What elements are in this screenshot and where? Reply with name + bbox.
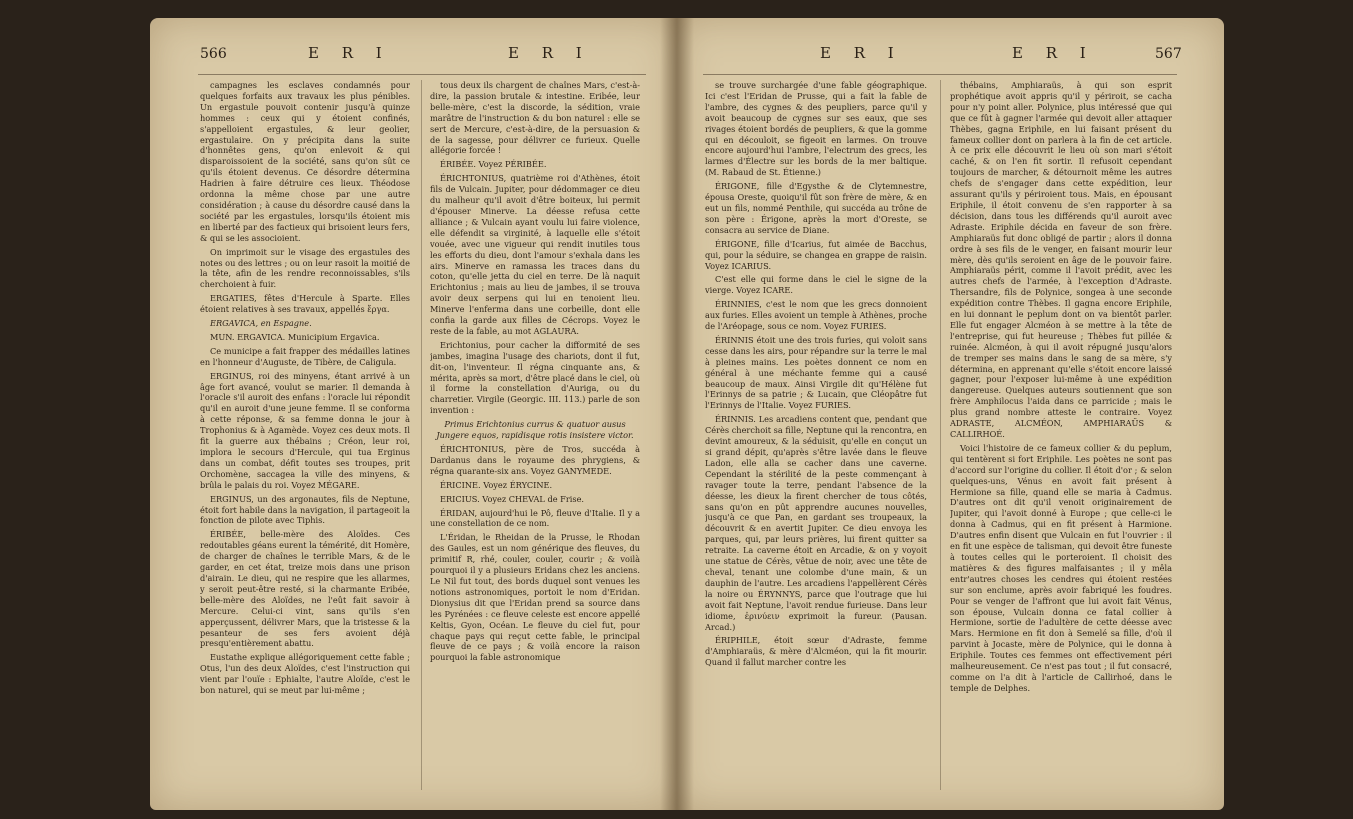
left-header-rule — [198, 74, 646, 75]
right-running-head-1: E R I — [820, 44, 903, 62]
paragraph: Eustathe explique allégoriquement cette fable ; Otus, l'un des deux Aloïdes, c'est l'instruction qui vient par l'ouïe : Ephialte, l'autre Aloïde, c'est le bon naturel, qui se meut par lui-même ; — [200, 652, 410, 696]
left-page-column-2 — [430, 80, 640, 795]
right-page-column-2 — [950, 80, 1172, 795]
right-column-rule — [940, 80, 941, 790]
paragraph: ÉRIBÉE, belle-mère des Aloïdes. Ces redoutables géans eurent la témérité, dit Homère, de charger de chaînes le terrible Mars, & de le garder, en cet état, treize mois dans une prison d'airain. Le dieu, qui ne respire que les allarmes, y seroit peut-être resté, si la charmante Eribée, belle-mère des Aloïdes, ne l'eût fait savoir à Mercure. Celui-ci vint, sans qu'ils s'en apperçussent, délivrer Mars, que la tristesse & la pesanteur de ses fers avoient déjà presqu'entièrement abattu. — [200, 529, 410, 649]
book-gutter — [660, 18, 694, 810]
paragraph: On imprimoit sur le visage des ergastules des notes ou des lettres ; ou on leur rasoit la moitié de la tête, afin de les rendre reconnoissables, s'ils cherchoient à fuir. — [200, 246, 410, 290]
paragraph: ÉRINNIS. Les arcadiens content que, pendant que Cérès cherchoit sa fille, Neptune qui la rencontra, en devint amoureux, & la séduisit, qu'elle en conçut un si grand dépit, qu'après s'être lavée dans le fleuve Ladon, elle alla se cacher dans une caverne. Cependant la stérilité de la peste commençant à ravager toute la terre, pendant l'absence de la déesse, les dieux la firent chercher de tous côtés, sans qu'on en pût apprendre aucunes nouvelles, jusqu'à ce que Pan, en gardant ses troupeaux, la découvrit & en avertit Jupiter. Ce dieu envoya les parques, qui, par leurs prières, lui firent quitter sa retraite. La caverne étoit en Arcadie, & on y voyoit une statue de Cérès, vêtue de noir, avec une tête de cheval, tenant une colombe d'une main, & un dauphin de l'autre. Les arcadiens l'appellèrent Cérès la noire ou ÉRYNNYS, parce que l'outrage que lui avoit fait Neptune, l'avoit rendue furieuse. Dans leur idiome, ἐρινύειν exprimoit la fureur. (Pausan. Arcad.) — [705, 414, 927, 632]
paragraph: ÉRINNIES, c'est le nom que les grecs donnoient aux furies. Elles avoient un temple à Athènes, proche de l'Aréopage, sous ce nom. Voyez FURIES. — [705, 299, 927, 332]
paragraph: ÉRINNIS étoit une des trois furies, qui voloit sans cesse dans les airs, pour répandre sur la terre le mal à pleines mains. Les poètes donnent ce nom en général à une méchante femme qui a causé beaucoup de maux. Ainsi Virgile dit qu'Hélène fut l'Erinnys de sa patrie ; & Lucain, que Cléopâtre fut l'Erinnys de l'Italie. Voyez FURIES. — [705, 334, 927, 411]
paragraph: tous deux ils chargent de chaînes Mars, c'est-à-dire, la passion brutale & intestine. Eribée, leur belle-mère, c'est la discorde, la sédition, vraie marâtre de l'instruction & du bon naturel : elle se sert de Mercure, c'est-à-dire, de la persuasion & de la sagesse, pour délivrer ce furieux. Quelle allégorie forcée ! — [430, 80, 640, 156]
paragraph: thébains, Amphiaraüs, à qui son esprit prophétique avoit appris qu'il y périroit, se cacha pour n'y point aller. Polynice, plus intéressé que qui que ce fût à gagner l'armée qui devoit aller attaquer Thèbes, gagna Eriphile, en lui faisant présent du fameux collier dont on parlera à la fin de cet article. À ce prix elle découvrit le lieu où son mari s'étoit caché, & on l'en fit sortir. Il refusoit cependant toujours de marcher, & détournoit même les autres chefs de s'engager dans cette expédition, leur assurant qu'ils y périroient tous. Mais, en épousant Eriphile, il étoit convenu de s'en rapporter à sa décision, dans tous les différends qu'il auroit avec Adraste. Eriphile décida en faveur de son frère. Amphiaraüs fut donc obligé de partir ; alors il donna ordre à ses fils de le venger, en faisant mourir leur mère, dès qu'ils seroient en âge de le pouvoir faire. Amphiaraüs périt, comme il l'avoit prédit, avec les autres chefs de l'armée, à l'exception d'Adraste. Thersandre, fils de Polynice, songea à une seconde expédition contre Thèbes. Il gagna encore Eriphile, en lui donnant le peplum dont on va bientôt parler. Elle fut engager Alcméon à se mettre à la tête de l'entreprise, qui fut heureuse ; Thèbes fut pillée & ruinée. Alcméon, à qui il avoit répugné jusqu'alors de tremper ses mains dans le sang de sa mère, s'y détermina, en apprenant qu'elle s'étoit encore laissé gagner, pour l'exposer lui-même à une expédition dangereuse. Quelques auteurs soutiennent que son frère Amphilocus l'aida dans ce parricide ; mais le plus grand nombre atteste le contraire. Voyez ADRASTE, ALCMÉON, AMPHIARAÜS & CALLIRHOÉ. — [950, 80, 1172, 439]
left-running-head-2: E R I — [508, 44, 591, 62]
left-column-rule — [421, 80, 422, 790]
paragraph: ERGAVICA, en Espagne. — [210, 318, 312, 329]
paragraph: se trouve surchargée d'une fable géographique. Ici c'est l'Eridan de Prusse, qui a fait la fable de l'ambre, des cygnes & des peupliers, parce qu'il y avoit beaucoup de cygnes sur ses eaux, que ses rivages étoient bordés de peupliers, & que la gomme qui en découloit, se figeoit en larmes. On trouve encore aujourd'hui l'ambre, l'electrum des grecs, les larmes d'Électre sur les bords de la mer baltique. (M. Rabaud de St. Étienne.) — [705, 80, 927, 178]
verse: Primus Erichtonius currus & quatuor ausus Jungere equos, rapidisque rotis insistere victor. — [436, 419, 634, 441]
paragraph: Voici l'histoire de ce fameux collier & du peplum, qui tentèrent si fort Eriphile. Les poètes ne sont pas d'accord sur l'origine du collier. Il étoit d'or ; & selon quelques-uns, Vénus en avoit fait présent à Hermione sa fille, quand elle se maria à Cadmus. D'autres ont dit qu'il venoit originairement de Jupiter, qui l'avoit donné à Europe ; que celle-ci le donna à Cadmus, qui en fit présent à Harmione. D'autres enfin disent que Vulcain en fut l'ouvrier : il en fit une espèce de talisman, qui devoit être funeste à toutes celles qui le porteroient. Il choisit des matières & des figures malfaisantes ; il y mêla entr'autres choses les cendres qui étoient restées sur son enclume, après avoir fabriqué les foudres. Pour se venger de l'affront que lui avoit fait Vénus, son épouse, Vulcain donna ce fatal collier à Hermione, sortie de l'adultère de cette déesse avec Mars. Hermione en fit don à Semelé sa fille, d'où il parvint à Jocaste, mère de Polynice, qui le donna à Eriphile. Toutes ces femmes ont effectivement péri malheureusement. Ce n'est pas tout ; il fut consacré, comme on l'a dit à l'article de Callirhoé, dans le temple de Delphes. — [950, 442, 1172, 693]
right-running-head-2: E R I — [1012, 44, 1095, 62]
right-page-column-1 — [705, 80, 927, 795]
paragraph: MUN. ERGAVICA. Municipium Ergavica. — [210, 331, 380, 342]
paragraph: ERGINUS, roi des minyens, étant arrivé à un âge fort avancé, voulut se marier. Il demanda à l'oracle s'il auroit des enfans : l'oracle lui répondit qu'il en auroit d'une jeune femme. Il se conforma à cette réponse, & sa femme donna le jour à Trophonius & à Agamède. Voyez ces deux mots. Il fit la guerre aux thébains ; Créon, leur roi, implora le secours d'Hercule, qui tua Erginus dans un combat, défit toutes ses troupes, prit Orchomène, saccagea la ville des minyens, & brûla le palais du roi. Voyez MÉGARE. — [200, 370, 410, 490]
paragraph: ERICIUS. Voyez CHEVAL de Frise. — [440, 493, 585, 504]
paragraph: ERGATIES, fêtes d'Hercule à Sparte. Elles étoient relatives à ses travaux, appellés ἔργα. — [200, 293, 410, 315]
paragraph: Ce municipe a fait frapper des médailles latines en l'honneur d'Auguste, de Tibère, de Caligula. — [200, 345, 410, 367]
paragraph: ÉRIGONE, fille d'Icarius, fut aimée de Bacchus, qui, pour la séduire, se changea en grappe de raisin. Voyez ICARIUS. — [705, 238, 927, 271]
left-page-column-1 — [200, 80, 410, 795]
paragraph: ÉRIGONE, fille d'Egysthe & de Clytemnestre, épousa Oreste, quoiqu'il fût son frère de mère, & en eut un fils, nommé Penthile, qui succéda au trône de son père : Érigone, après la mort d'Oreste, se consacra au service de Diane. — [705, 181, 927, 235]
paragraph: ÉRICINE. Voyez ÉRYCINE. — [440, 479, 553, 490]
paragraph: ÉRIDAN, aujourd'hui le Pô, fleuve d'Italie. Il y a une constellation de ce nom. — [430, 507, 640, 529]
paragraph: ERGINUS, un des argonautes, fils de Neptune, étoit fort habile dans la navigation, il partageoit la fonction de pilote avec Tiphis. — [200, 493, 410, 526]
paragraph: ÉRICHTONIUS, père de Tros, succéda à Dardanus dans le royaume des phrygiens, & régna quarante-six ans. Voyez GANYMEDE. — [430, 444, 640, 476]
paragraph: C'est elle qui forme dans le ciel le signe de la vierge. Voyez ICARE. — [705, 274, 927, 296]
paragraph: ÉRIPHILE, étoit sœur d'Adraste, femme d'Amphiaraüs, & mère d'Alcméon, qui la fit mourir. Quand il fallut marcher contre les — [705, 635, 927, 668]
paragraph: L'Éridan, le Rheidan de la Prusse, le Rhodan des Gaules, est un nom générique des fleuves, du primitif R, rhé, couler, couler, courir ; & voilà pourquoi il y a plusieurs Eridans chez les anciens. Le Nil fut tout, des bords duquel sont venues les notions astronomiques, portoit le nom d'Eridan. Dionysius dit que l'Eridan prend sa source dans les Pyrénées : ce fleuve celeste est encore appellé Keltis, Gyon, Océan. Le fleuve du ciel fut, pour chaque pays qui reçut cette fable, le principal fleuve de ce pays ; & voilà encore la raison pourquoi la fable astronomique — [430, 532, 640, 663]
left-running-head-1: E R I — [308, 44, 391, 62]
paragraph: campagnes les esclaves condamnés pour quelques forfaits aux travaux les plus pénibles. Un ergastule pouvoit contenir jusqu'à quinze hommes : ceux qui y étoient confinés, s'appelloient ergastules, & leur geolier, ergastulaire. On y précipita dans la suite d'honnêtes gens, qu'on enlevoit & qui disparoissoient de la société, sans qu'on sût ce qu'ils étoient devenus. Ce désordre détermina Hadrien à faire détruire ces lieux. Théodose ordonna la même chose par une autre considération ; à cause du désordre causé dans la société par les ergastules, lorsqu'ils étoient mis en liberté par des factieux qui brisoient leurs fers, & qui se les associoient. — [200, 80, 410, 243]
paragraph: Erichtonius, pour cacher la difformité de ses jambes, imagina l'usage des chariots, dont il fut, dit-on, l'inventeur. Il régna cinquante ans, & mérita, après sa mort, d'être placé dans le ciel, où il forme la constellation d'Auriga, ou du charretier. Virgile (Georgic. III. 113.) parle de son invention : — [430, 339, 640, 416]
paragraph: ÉRIBÉE. Voyez PÉRIBÉE. — [440, 159, 547, 170]
right-page-number: 567 — [1155, 46, 1182, 62]
left-page-number: 566 — [200, 46, 227, 62]
paragraph: ÉRICHTONIUS, quatrième roi d'Athènes, étoit fils de Vulcain. Jupiter, pour dédommager ce dieu du malheur qu'il avoit d'être boiteux, lui permit d'épouser Minerve. La déesse refusa cette alliance ; & Vulcain ayant voulu lui faire violence, elle défendit sa virginité, à laquelle elle s'étoit vouée, avec une vigueur qui rendit inutiles tous les efforts du dieu, dont l'amour s'exhala dans les airs. Minerve en ramassa les traces dans du coton, qu'elle jetta du ciel en terre. De là naquit Erichtonius ; mais au lieu de jambes, il se trouva avoir deux serpens qui lui en tenoient lieu. Minerve l'enferma dans une corbeille, dont elle confia la garde aux filles de Cécrops. Voyez le reste de la fable, au mot AGLAURA. — [430, 173, 640, 336]
right-header-rule — [703, 74, 1177, 75]
